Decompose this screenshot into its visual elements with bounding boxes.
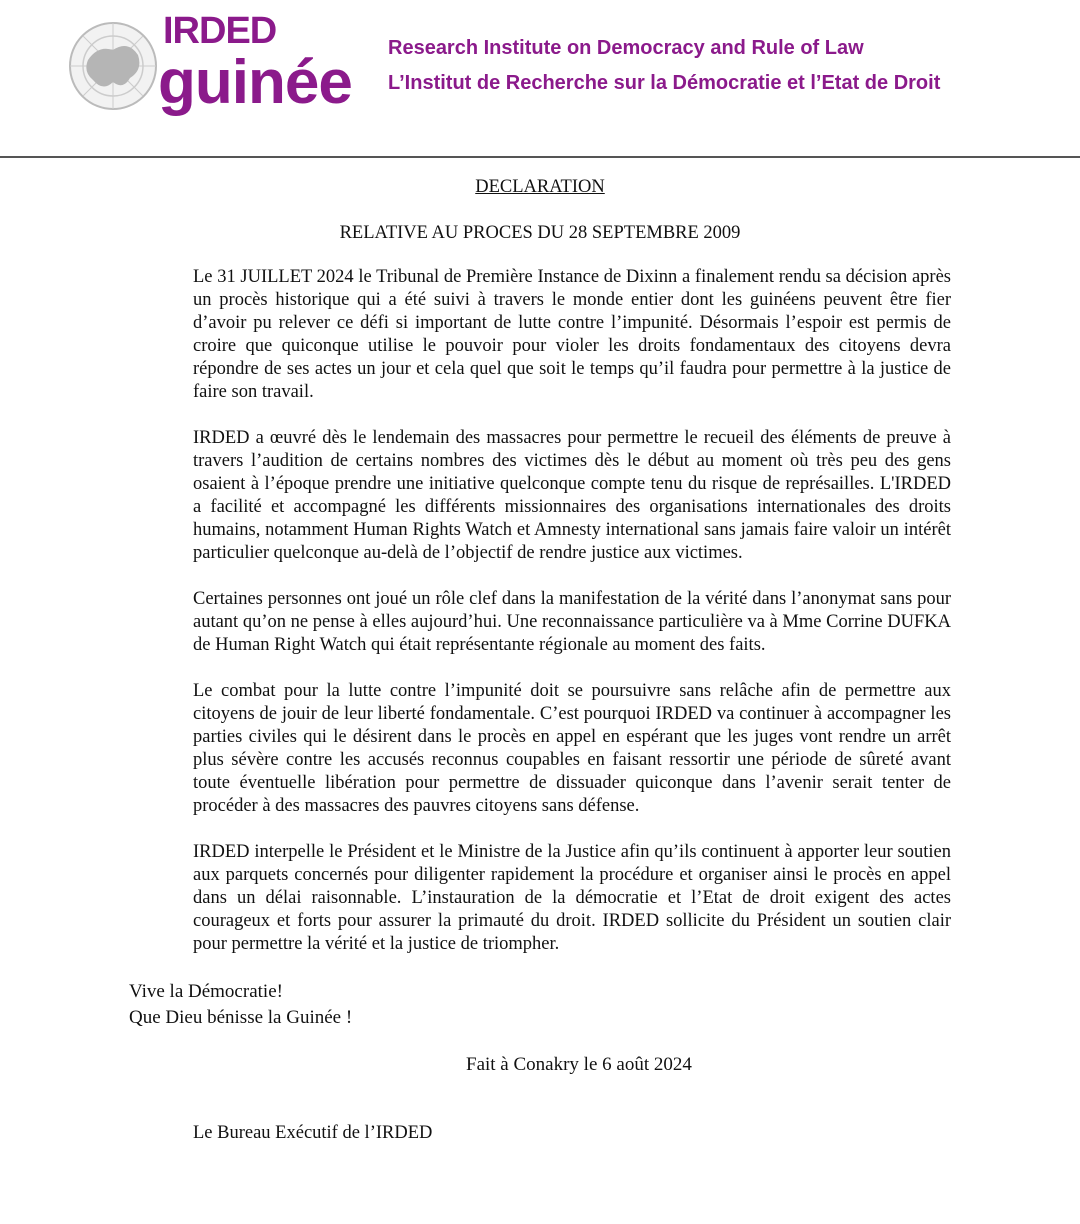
logo-irded: IRDED xyxy=(163,10,277,52)
globe-logo-icon xyxy=(68,20,158,112)
closing-remarks xyxy=(129,979,1080,1031)
document-title: DECLARATION xyxy=(475,177,605,197)
closing-line: Vive la Démocratie! xyxy=(129,981,283,1002)
document-subtitle: RELATIVE AU PROCES DU 28 SEPTEMBRE 2009 xyxy=(339,223,741,243)
document-body xyxy=(193,266,951,956)
paragraph: Le 31 JUILLET 2024 le Tribunal de Première Instance de Dixinn a finalement rendu sa décision après un procès historique qui a été suivi à travers le monde entier dont les guinéens peuvent être fier d’avoir pu relever ce défi si important de lutte contre l’impunité. Désormais l’espoir est permis de croire que quiconque utilise le pouvoir pour violer les droits fondamentaux des citoyens devra répondre de ses actes un jour et cela quel que soit le temps qu’il faudra pour permettre à la justice de faire son travail. xyxy=(193,267,951,402)
institute-name-fr: L’Institut de Recherche sur la Démocratie et l’Etat de Droit xyxy=(388,72,941,94)
closing-line: Que Dieu bénisse la Guinée ! xyxy=(129,1007,353,1028)
letterhead xyxy=(0,0,1080,156)
paragraph: Le combat pour la lutte contre l’impunité doit se poursuivre sans relâche afin de permettre aux citoyens de jouir de leur liberté fondamentale. C’est pourquoi IRDED va continuer à accompagner les parties civiles qui le désirent dans le procès en appel en espérant que les juges vont rendre un arrêt plus sévère contre les accusés reconnus coupables en faisant ressortir une période de sûreté avant toute éventuelle libération pour permettre de dissuader quiconque dans l’avenir serait tenter de procéder à des massacres des pauvres citoyens sans défense. xyxy=(193,681,951,816)
paragraph: IRDED interpelle le Président et le Ministre de la Justice afin qu’ils continuent à apporter leur soutien aux parquets concernés pour diligenter rapidement la procédure et organiser ainsi le procès en appel dans un délai raisonnable. L’instauration de la démocratie et l’Etat de droit exigent des actes courageux et forts pour assurer la primauté du droit. IRDED sollicite du Président un soutien clair pour permettre la vérité et la justice de triompher. xyxy=(193,842,951,954)
paragraph: IRDED a œuvré dès le lendemain des massacres pour permettre le recueil des éléments de preuve à travers l’audition de certains nombres des victimes dès le début au moment où très peu des gens osaient à l’époque prendre une initiative quelconque compte tenu du risque de représailles. L'IRDED a facilité et accompagné les différents missionnaires des organisations internationales des droits humains, notamment Human Rights Watch et Amnesty international sans jamais faire valoir un intérêt particulier quelconque au-delà de l’objectif de rendre justice aux victimes. xyxy=(193,428,951,563)
header-divider xyxy=(0,156,1080,158)
paragraph: Certaines personnes ont joué un rôle clef dans la manifestation de la vérité dans l’anonymat sans pour autant qu’on ne pense à elles aujourd’hui. Une reconnaissance particulière va à Mme Corrine DUFKA de Human Right Watch qui était représentante régionale au moment des faits. xyxy=(193,589,951,655)
logo-guinee: guinée xyxy=(158,48,352,117)
place-date: Fait à Conakry le 6 août 2024 xyxy=(466,1054,692,1075)
signature: Le Bureau Exécutif de l’IRDED xyxy=(193,1123,433,1143)
institute-name-en: Research Institute on Democracy and Rule of Law xyxy=(388,37,864,59)
